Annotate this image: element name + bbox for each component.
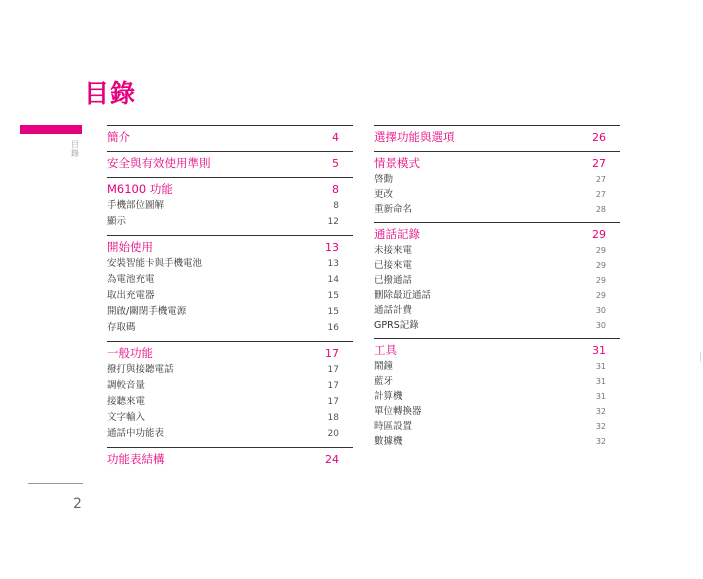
toc-entry-page: 15 <box>327 291 339 301</box>
toc-section <box>374 338 620 454</box>
toc-entry[interactable] <box>374 404 620 419</box>
toc-section-heading[interactable] <box>374 342 620 359</box>
toc-section-page: 4 <box>332 131 339 144</box>
toc-section-title: 功能表結構 <box>107 452 165 466</box>
toc-entry[interactable] <box>107 378 353 394</box>
toc-section-page: 8 <box>332 183 339 196</box>
toc-entry-page: 31 <box>595 362 606 371</box>
toc-entry[interactable] <box>107 288 353 304</box>
toc-section-heading[interactable] <box>107 345 353 362</box>
toc-section-title: 情景模式 <box>374 156 420 170</box>
side-tab-label: 目錄 <box>71 140 79 158</box>
toc-section-heading[interactable] <box>107 155 353 172</box>
toc-entry-page: 8 <box>333 201 339 211</box>
toc-entry-page: 27 <box>595 175 606 184</box>
toc-section-page: 29 <box>592 228 606 241</box>
toc-entry-label: 鬧鐘 <box>374 361 394 372</box>
toc-entry-page: 14 <box>327 275 339 285</box>
footer-divider <box>28 483 83 484</box>
toc-entry-label: 時區設置 <box>374 421 413 432</box>
toc-entry-page: 17 <box>327 381 339 391</box>
toc-entry-page: 29 <box>595 261 606 270</box>
toc-section-heading[interactable] <box>107 129 353 146</box>
toc-entry[interactable] <box>374 359 620 374</box>
toc-entry-label: 計算機 <box>374 391 403 402</box>
side-tab-marker <box>20 125 82 134</box>
toc-entry-label: 藍牙 <box>374 376 394 387</box>
toc-entry-label: 為電池充電 <box>107 274 155 285</box>
toc-entry-page: 29 <box>595 291 606 300</box>
toc-entry[interactable] <box>107 198 353 214</box>
toc-section-title: 選擇功能與選項 <box>374 130 455 144</box>
toc-entry-page: 32 <box>595 407 606 416</box>
page-title: 目錄 <box>84 79 137 108</box>
toc-section-page: 5 <box>332 157 339 170</box>
toc-entry[interactable] <box>374 374 620 389</box>
toc-entry[interactable] <box>374 273 620 288</box>
toc-entry-page: 32 <box>595 437 606 446</box>
toc-entry-page: 29 <box>595 246 606 255</box>
toc-section-title: 工具 <box>374 343 397 357</box>
toc-section <box>107 125 353 151</box>
toc-entry-label: 啓動 <box>374 174 394 185</box>
toc-entry-label: 更改 <box>374 189 394 200</box>
toc-section-heading[interactable] <box>107 181 353 198</box>
toc-section-heading[interactable] <box>107 239 353 256</box>
toc-right-column <box>374 125 620 454</box>
toc-left-column <box>107 125 353 473</box>
toc-entry-page: 17 <box>327 365 339 375</box>
toc-entry-label: 數據機 <box>374 436 403 447</box>
toc-section <box>107 235 353 341</box>
toc-section-title: 開始使用 <box>107 240 153 254</box>
toc-entry[interactable] <box>374 318 620 333</box>
toc-entry-page: 30 <box>595 306 606 315</box>
toc-entry[interactable] <box>107 410 353 426</box>
toc-entry-label: 存取碼 <box>107 322 136 333</box>
toc-entry[interactable] <box>107 272 353 288</box>
toc-entry[interactable] <box>107 214 353 230</box>
toc-entry[interactable] <box>374 187 620 202</box>
toc-section-heading[interactable] <box>374 129 620 146</box>
toc-entry-page: 17 <box>327 397 339 407</box>
toc-entry[interactable] <box>107 394 353 410</box>
toc-entry-label: 接聽來電 <box>107 396 146 407</box>
toc-entry-label: 通話中功能表 <box>107 428 165 439</box>
toc-entry[interactable] <box>107 426 353 442</box>
toc-entry-label: 顯示 <box>107 216 127 227</box>
toc-entry-page: 28 <box>595 205 606 214</box>
toc-entry[interactable] <box>374 389 620 404</box>
toc-entry-page: 15 <box>327 307 339 317</box>
toc-section-page: 27 <box>592 157 606 170</box>
toc-entry-page: 27 <box>595 190 606 199</box>
page-number: 2 <box>73 496 82 512</box>
toc-section <box>374 125 620 151</box>
toc-entry[interactable] <box>374 288 620 303</box>
toc-entry[interactable] <box>107 304 353 320</box>
toc-entry[interactable] <box>374 172 620 187</box>
toc-section <box>107 177 353 235</box>
toc-section <box>107 447 353 473</box>
toc-entry[interactable] <box>374 258 620 273</box>
toc-section-page: 17 <box>325 347 339 360</box>
toc-entry-label: 文字輸入 <box>107 412 146 423</box>
toc-entry-page: 13 <box>327 259 339 269</box>
toc-entry-page: 32 <box>595 422 606 431</box>
toc-entry-page: 29 <box>595 276 606 285</box>
toc-entry[interactable] <box>374 419 620 434</box>
toc-section-title: 安全與有效使用準則 <box>107 156 211 170</box>
toc-section <box>107 151 353 177</box>
toc-entry[interactable] <box>374 202 620 217</box>
toc-entry-page: 20 <box>327 429 339 439</box>
toc-entry-page: 30 <box>595 321 606 330</box>
toc-entry[interactable] <box>107 320 353 336</box>
toc-section <box>374 151 620 222</box>
toc-section-page: 26 <box>592 131 606 144</box>
toc-section <box>374 222 620 338</box>
toc-entry-label: 開啟/關閉手機電源 <box>107 306 187 317</box>
toc-entry-label: 手機部位圖解 <box>107 200 165 211</box>
toc-section-page: 13 <box>325 241 339 254</box>
toc-entry[interactable] <box>374 434 620 449</box>
toc-entry-label: 已接來電 <box>374 260 413 271</box>
toc-entry-label: 已撥通話 <box>374 275 413 286</box>
toc-entry-page: 31 <box>595 392 606 401</box>
toc-section-heading[interactable] <box>374 226 620 243</box>
toc-section-page: 24 <box>325 453 339 466</box>
toc-entry[interactable] <box>374 243 620 258</box>
toc-section-heading[interactable] <box>107 451 353 468</box>
toc-entry-page: 12 <box>327 217 339 227</box>
toc-entry-page: 18 <box>327 413 339 423</box>
toc-section <box>107 341 353 447</box>
toc-entry-label: 刪除最近通話 <box>374 290 432 301</box>
toc-entry-page: 16 <box>327 323 339 333</box>
toc-entry-page: 31 <box>595 377 606 386</box>
toc-entry-label: 安裝智能卡與手機電池 <box>107 258 203 269</box>
toc-section-title: 一般功能 <box>107 346 153 360</box>
toc-entry-label: 撥打與接聽電話 <box>107 364 174 375</box>
toc-section-heading[interactable] <box>374 155 620 172</box>
toc-section-title: 通話記錄 <box>374 227 420 241</box>
toc-section-title: 簡介 <box>107 130 130 144</box>
toc-entry-label: 未接來電 <box>374 245 413 256</box>
toc-entry-label: 調較音量 <box>107 380 146 391</box>
toc-entry-label: 重新命名 <box>374 204 413 215</box>
toc-entry-label: 通話計費 <box>374 305 413 316</box>
toc-entry[interactable] <box>374 303 620 318</box>
toc-entry-label: 取出充電器 <box>107 290 155 301</box>
toc-entry[interactable] <box>107 256 353 272</box>
toc-entry[interactable] <box>107 362 353 378</box>
toc-entry-label: 單位轉換器 <box>374 406 422 417</box>
toc-section-page: 31 <box>592 344 606 357</box>
toc-entry-label: GPRS記錄 <box>374 320 419 331</box>
toc-section-title: M6100 功能 <box>107 182 173 196</box>
